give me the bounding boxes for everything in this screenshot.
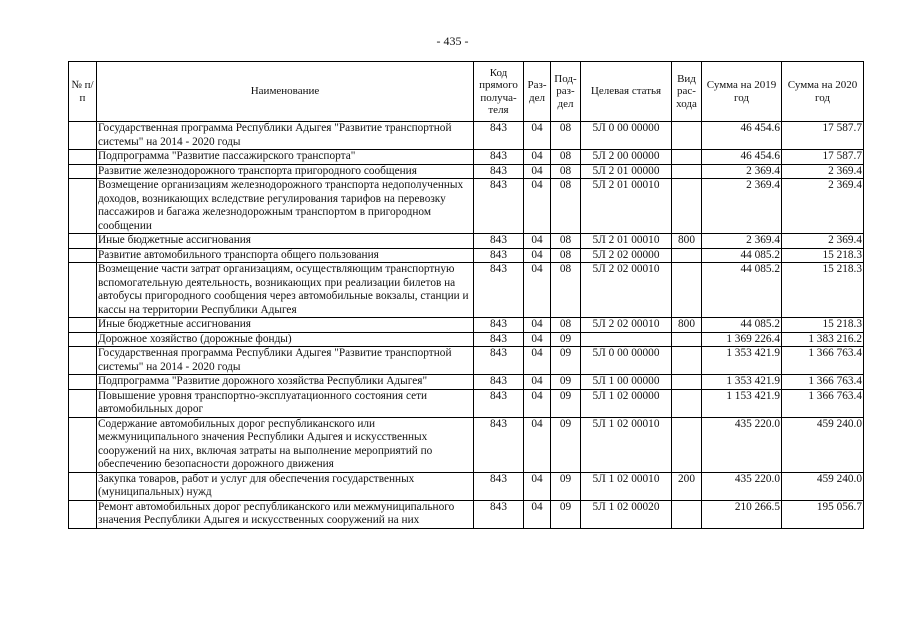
table-row (69, 389, 864, 417)
row-name-cell: Дорожное хозяйство (дорожные фонды) (97, 332, 474, 347)
row-number-cell (69, 318, 97, 333)
row-sum-2019-cell: 435 220.0 (702, 472, 782, 500)
table-row (69, 164, 864, 179)
row-number-cell (69, 263, 97, 318)
row-recipient-code-cell: 843 (474, 332, 524, 347)
row-recipient-code-cell: 843 (474, 164, 524, 179)
row-recipient-code-cell: 843 (474, 375, 524, 390)
row-subsection-cell: 09 (551, 332, 581, 347)
table-row (69, 248, 864, 263)
row-expense-type-cell: 800 (672, 318, 702, 333)
row-target-article-cell: 5Л 2 01 00010 (581, 179, 672, 234)
row-sum-2020-cell: 2 369.4 (782, 164, 864, 179)
row-recipient-code-cell: 843 (474, 263, 524, 318)
row-sum-2019-cell: 44 085.2 (702, 263, 782, 318)
row-recipient-code-cell: 843 (474, 472, 524, 500)
table-row (69, 417, 864, 472)
row-name-cell: Содержание автомобильных дорог республиканского или межмуниципального значения Республики Адыгея и искусственных сооружений на них, включая затраты на выполнение мероприятий по обеспечению безопасности дорожного движения (97, 417, 474, 472)
row-target-article-cell: 5Л 1 02 00020 (581, 500, 672, 528)
row-number-cell (69, 347, 97, 375)
row-number-cell (69, 375, 97, 390)
row-name-cell: Ремонт автомобильных дорог республиканского или межмуниципального значения Республики Адыгея и искусственных сооружений на них (97, 500, 474, 528)
row-sum-2019-cell: 2 369.4 (702, 179, 782, 234)
table-row (69, 375, 864, 390)
row-section-cell: 04 (524, 472, 551, 500)
row-number-cell (69, 234, 97, 249)
row-expense-type-cell (672, 248, 702, 263)
row-sum-2020-cell: 1 366 763.4 (782, 347, 864, 375)
col-header-sum-2019: Сумма на 2019 год (702, 62, 782, 122)
row-sum-2019-cell: 435 220.0 (702, 417, 782, 472)
row-number-cell (69, 248, 97, 263)
row-sum-2020-cell: 15 218.3 (782, 248, 864, 263)
row-sum-2020-cell: 459 240.0 (782, 417, 864, 472)
row-subsection-cell: 09 (551, 389, 581, 417)
row-recipient-code-cell: 843 (474, 179, 524, 234)
row-name-cell: Подпрограмма "Развитие пассажирского транспорта" (97, 150, 474, 165)
row-number-cell (69, 500, 97, 528)
col-header-number: № п/п (69, 62, 97, 122)
row-expense-type-cell (672, 332, 702, 347)
row-subsection-cell: 09 (551, 347, 581, 375)
row-recipient-code-cell: 843 (474, 248, 524, 263)
table-row (69, 179, 864, 234)
row-recipient-code-cell: 843 (474, 389, 524, 417)
table-row (69, 234, 864, 249)
row-target-article-cell: 5Л 0 00 00000 (581, 122, 672, 150)
row-sum-2019-cell: 210 266.5 (702, 500, 782, 528)
table-row (69, 150, 864, 165)
row-number-cell (69, 150, 97, 165)
row-sum-2020-cell: 1 383 216.2 (782, 332, 864, 347)
col-header-name: Наименование (97, 62, 474, 122)
row-section-cell: 04 (524, 375, 551, 390)
row-sum-2020-cell: 2 369.4 (782, 234, 864, 249)
row-sum-2019-cell: 1 369 226.4 (702, 332, 782, 347)
row-expense-type-cell (672, 417, 702, 472)
row-sum-2020-cell: 1 366 763.4 (782, 375, 864, 390)
row-subsection-cell: 09 (551, 417, 581, 472)
row-target-article-cell: 5Л 0 00 00000 (581, 347, 672, 375)
row-name-cell: Иные бюджетные ассигнования (97, 318, 474, 333)
row-sum-2020-cell: 2 369.4 (782, 179, 864, 234)
table-body (69, 122, 864, 529)
row-subsection-cell: 08 (551, 122, 581, 150)
row-target-article-cell: 5Л 2 01 00010 (581, 234, 672, 249)
row-expense-type-cell (672, 263, 702, 318)
row-target-article-cell: 5Л 2 02 00010 (581, 318, 672, 333)
row-target-article-cell: 5Л 1 02 00000 (581, 389, 672, 417)
row-section-cell: 04 (524, 248, 551, 263)
table-row (69, 263, 864, 318)
row-recipient-code-cell: 843 (474, 347, 524, 375)
table-row (69, 472, 864, 500)
row-target-article-cell: 5Л 1 02 00010 (581, 472, 672, 500)
row-name-cell: Подпрограмма "Развитие дорожного хозяйства Республики Адыгея" (97, 375, 474, 390)
row-target-article-cell (581, 332, 672, 347)
table-row (69, 347, 864, 375)
row-expense-type-cell (672, 500, 702, 528)
row-section-cell: 04 (524, 179, 551, 234)
row-number-cell (69, 179, 97, 234)
row-sum-2019-cell: 1 153 421.9 (702, 389, 782, 417)
row-sum-2020-cell: 15 218.3 (782, 318, 864, 333)
row-target-article-cell: 5Л 2 01 00000 (581, 164, 672, 179)
row-expense-type-cell (672, 164, 702, 179)
row-sum-2020-cell: 459 240.0 (782, 472, 864, 500)
row-subsection-cell: 09 (551, 472, 581, 500)
row-expense-type-cell (672, 389, 702, 417)
row-section-cell: 04 (524, 347, 551, 375)
row-recipient-code-cell: 843 (474, 417, 524, 472)
row-expense-type-cell (672, 150, 702, 165)
row-number-cell (69, 472, 97, 500)
page-number: - 435 - (436, 34, 469, 48)
row-recipient-code-cell: 843 (474, 150, 524, 165)
row-section-cell: 04 (524, 417, 551, 472)
row-sum-2019-cell: 44 085.2 (702, 248, 782, 263)
row-expense-type-cell (672, 347, 702, 375)
row-section-cell: 04 (524, 150, 551, 165)
col-header-recipient-code: Код прямого получа-теля (474, 62, 524, 122)
row-sum-2019-cell: 1 353 421.9 (702, 347, 782, 375)
row-name-cell: Развитие автомобильного транспорта общего пользования (97, 248, 474, 263)
row-name-cell: Повышение уровня транспортно-эксплуатационного состояния сети автомобильных дорог (97, 389, 474, 417)
row-sum-2019-cell: 44 085.2 (702, 318, 782, 333)
row-sum-2020-cell: 17 587.7 (782, 150, 864, 165)
row-sum-2019-cell: 2 369.4 (702, 234, 782, 249)
row-subsection-cell: 08 (551, 318, 581, 333)
row-name-cell: Государственная программа Республики Адыгея "Развитие транспортной системы" на 2014 - 2020 годы (97, 347, 474, 375)
row-subsection-cell: 08 (551, 164, 581, 179)
row-number-cell (69, 332, 97, 347)
row-sum-2019-cell: 1 353 421.9 (702, 375, 782, 390)
table-row (69, 500, 864, 528)
row-name-cell: Возмещение организациям железнодорожного транспорта недополученных доходов, возникающих вследствие регулирования тарифов на перевозку пассажиров и багажа железнодорожным транспортом в пригородном сообщении (97, 179, 474, 234)
row-name-cell: Закупка товаров, работ и услуг для обеспечения государственных (муниципальных) нужд (97, 472, 474, 500)
row-number-cell (69, 417, 97, 472)
row-name-cell: Развитие железнодорожного транспорта пригородного сообщения (97, 164, 474, 179)
row-section-cell: 04 (524, 332, 551, 347)
row-expense-type-cell: 800 (672, 234, 702, 249)
row-target-article-cell: 5Л 2 02 00000 (581, 248, 672, 263)
col-header-expense-type: Вид рас-хода (672, 62, 702, 122)
row-section-cell: 04 (524, 389, 551, 417)
row-number-cell (69, 122, 97, 150)
row-sum-2019-cell: 2 369.4 (702, 164, 782, 179)
row-number-cell (69, 164, 97, 179)
table-row (69, 332, 864, 347)
col-header-section: Раз-дел (524, 62, 551, 122)
row-number-cell (69, 389, 97, 417)
col-header-subsection: Под-раз-дел (551, 62, 581, 122)
row-subsection-cell: 09 (551, 500, 581, 528)
row-recipient-code-cell: 843 (474, 318, 524, 333)
row-expense-type-cell (672, 375, 702, 390)
row-target-article-cell: 5Л 2 02 00010 (581, 263, 672, 318)
row-section-cell: 04 (524, 263, 551, 318)
row-sum-2020-cell: 195 056.7 (782, 500, 864, 528)
row-sum-2019-cell: 46 454.6 (702, 122, 782, 150)
row-sum-2020-cell: 1 366 763.4 (782, 389, 864, 417)
col-header-target-article: Целевая статья (581, 62, 672, 122)
row-subsection-cell: 08 (551, 179, 581, 234)
row-subsection-cell: 09 (551, 375, 581, 390)
row-section-cell: 04 (524, 234, 551, 249)
row-subsection-cell: 08 (551, 248, 581, 263)
row-expense-type-cell (672, 179, 702, 234)
row-subsection-cell: 08 (551, 234, 581, 249)
row-section-cell: 04 (524, 164, 551, 179)
row-subsection-cell: 08 (551, 150, 581, 165)
row-sum-2020-cell: 15 218.3 (782, 263, 864, 318)
row-section-cell: 04 (524, 318, 551, 333)
row-sum-2020-cell: 17 587.7 (782, 122, 864, 150)
table-row (69, 318, 864, 333)
row-recipient-code-cell: 843 (474, 500, 524, 528)
row-target-article-cell: 5Л 2 00 00000 (581, 150, 672, 165)
row-name-cell: Возмещение части затрат организациям, осуществляющим транспортную вспомогательную деятельность, возникающих при реализации билетов на автобусы пригородного сообщения через автомобильные вокзалы, станции и кассы на территории Республики Адыгея (97, 263, 474, 318)
col-header-sum-2020: Сумма на 2020 год (782, 62, 864, 122)
table-header-row (69, 62, 864, 122)
row-expense-type-cell: 200 (672, 472, 702, 500)
row-expense-type-cell (672, 122, 702, 150)
row-section-cell: 04 (524, 122, 551, 150)
row-recipient-code-cell: 843 (474, 234, 524, 249)
table-row (69, 122, 864, 150)
row-recipient-code-cell: 843 (474, 122, 524, 150)
row-name-cell: Государственная программа Республики Адыгея "Развитие транспортной системы" на 2014 - 2020 годы (97, 122, 474, 150)
row-target-article-cell: 5Л 1 00 00000 (581, 375, 672, 390)
row-section-cell: 04 (524, 500, 551, 528)
budget-table (68, 61, 864, 529)
row-name-cell: Иные бюджетные ассигнования (97, 234, 474, 249)
row-sum-2019-cell: 46 454.6 (702, 150, 782, 165)
row-target-article-cell: 5Л 1 02 00010 (581, 417, 672, 472)
row-subsection-cell: 08 (551, 263, 581, 318)
